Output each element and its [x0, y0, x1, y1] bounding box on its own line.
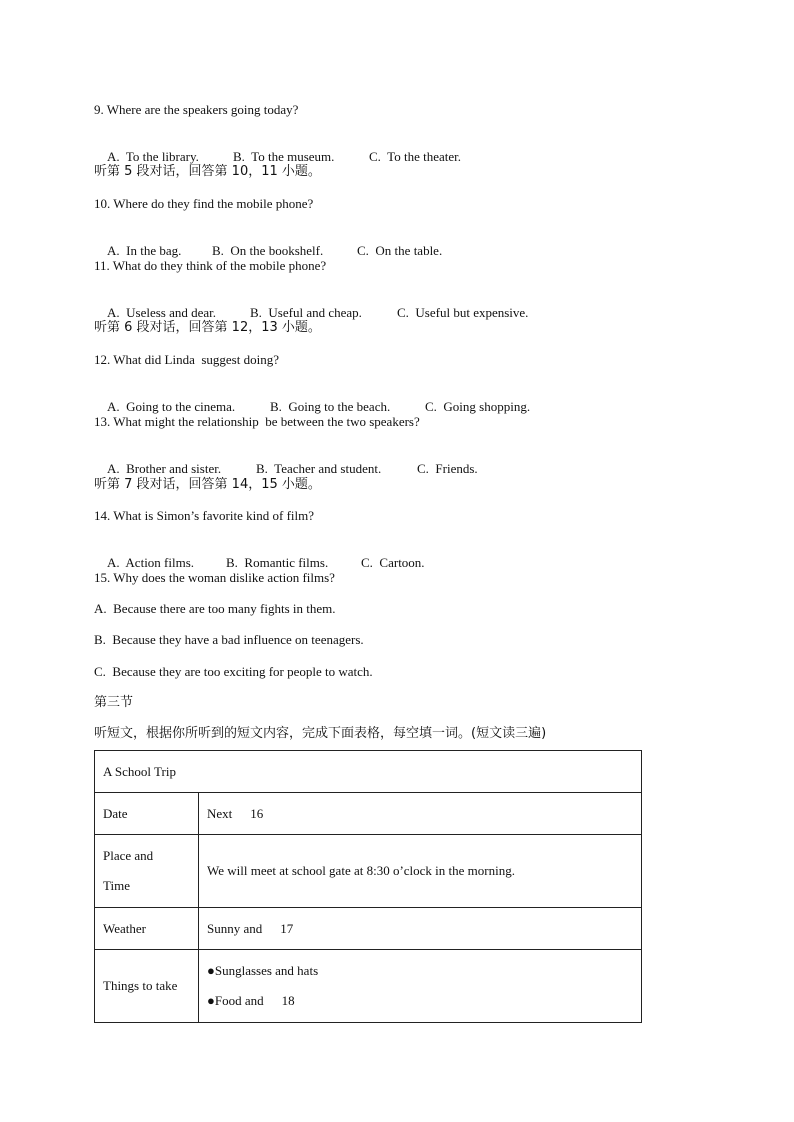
option-a: A. Brother and sister.: [107, 461, 222, 476]
question-13: 13. What might the relationship be between the two speakers?: [94, 414, 420, 429]
question-12: 12. What did Linda suggest doing?: [94, 352, 279, 367]
weather-value: Sunny and: [207, 920, 263, 936]
table-row: [95, 908, 642, 950]
blank-18: 18: [281, 993, 295, 1008]
weather-label: Weather: [95, 908, 199, 950]
option-b: B. Because they have a bad influence on teenagers.: [94, 632, 364, 647]
date-cell: [199, 793, 642, 835]
place-time-label: [95, 835, 199, 908]
place-time-value: We will meet at school gate at 8:30 o’clock in the morning.: [199, 835, 642, 908]
table-title: A School Trip: [95, 751, 642, 793]
school-trip-table: [94, 750, 642, 1023]
option-b: B. Teacher and student.: [256, 461, 382, 476]
section-6-instruction: 听第 6 段对话，回答第 12，13 小题。: [94, 320, 321, 335]
option-c: C. To the theater.: [369, 149, 461, 164]
option-c: C. Because they are too exciting for people to watch.: [94, 664, 373, 679]
section-7-instruction: 听第 7 段对话，回答第 14，15 小题。: [94, 477, 321, 492]
option-b: B. To the museum.: [233, 149, 335, 164]
question-15: 15. Why does the woman dislike action films?: [94, 570, 335, 585]
question-14: 14. What is Simon’s favorite kind of film?: [94, 508, 315, 523]
part-3-instruction: 听短文，根据你所听到的短文内容，完成下面表格，每空填一词。(短文读三遍): [94, 726, 547, 741]
option-a: A. Useless and dear.: [107, 305, 217, 320]
option-b: B. On the bookshelf.: [212, 243, 324, 258]
question-10: 10. Where do they find the mobile phone?: [94, 196, 314, 211]
weather-cell: [199, 908, 642, 950]
date-label: Date: [95, 793, 199, 835]
question-11: 11. What do they think of the mobile phone?: [94, 258, 327, 273]
place-label: Place and: [103, 848, 154, 863]
table-row: [95, 793, 642, 835]
time-label: Time: [103, 878, 130, 893]
option-b: B. Romantic films.: [226, 555, 329, 570]
option-c: C. Cartoon.: [361, 555, 425, 570]
option-a: A. Going to the cinema.: [107, 399, 236, 414]
things-item-1: ●Sunglasses and hats: [207, 963, 319, 978]
option-a: A. Because there are too many fights in them.: [94, 601, 336, 616]
table-row: [95, 950, 642, 1023]
things-item-2-text: ●Food and: [207, 993, 264, 1008]
option-a: A. In the bag.: [107, 243, 182, 258]
blank-16: 16: [250, 805, 264, 821]
option-a: A. Action films.: [107, 555, 195, 570]
table-row: [95, 751, 642, 793]
things-label: Things to take: [95, 950, 199, 1023]
blank-17: 17: [280, 920, 294, 936]
option-b: B. Useful and cheap.: [250, 305, 362, 320]
part-3-heading: 第三节: [94, 695, 134, 710]
table-row: [95, 835, 642, 908]
section-5-instruction: 听第 5 段对话，回答第 10，11 小题。: [94, 164, 321, 179]
option-b: B. Going to the beach.: [270, 399, 391, 414]
things-cell: [199, 950, 642, 1023]
question-9: 9. Where are the speakers going today?: [94, 102, 299, 117]
option-c: C. Friends.: [417, 461, 478, 476]
things-item-2: [207, 986, 641, 1016]
option-c: C. Going shopping.: [425, 399, 531, 414]
option-c: C. On the table.: [357, 243, 443, 258]
option-a: A. To the library.: [107, 149, 199, 164]
date-value: Next: [207, 805, 233, 821]
option-c: C. Useful but expensive.: [397, 305, 529, 320]
